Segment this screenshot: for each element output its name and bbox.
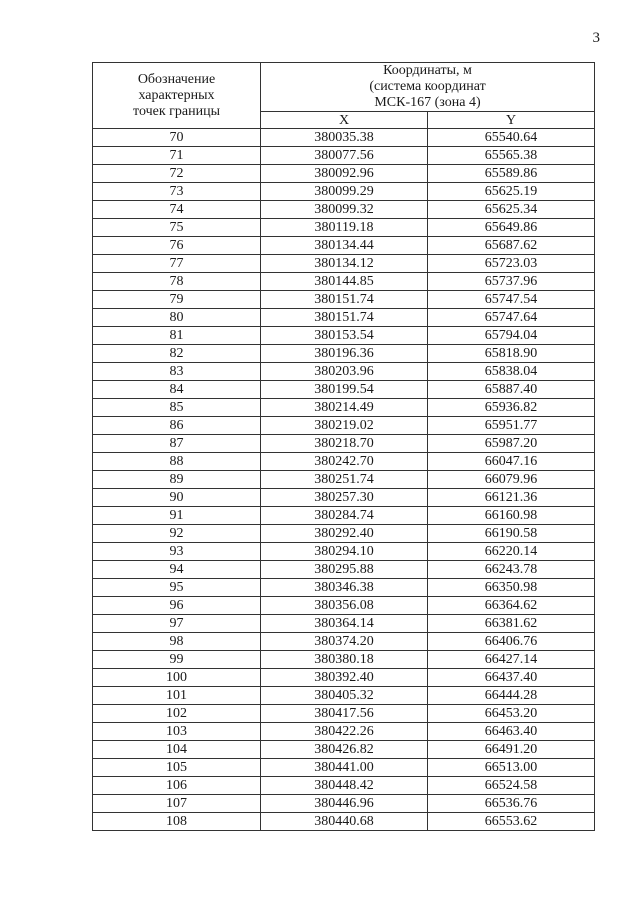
- x-coordinate-cell: 380099.32: [261, 201, 428, 219]
- table-row: [93, 687, 595, 705]
- x-coordinate-cell: 380214.49: [261, 399, 428, 417]
- table-row: [93, 741, 595, 759]
- y-coordinate-cell: 66513.00: [428, 759, 595, 777]
- point-number-cell: 93: [93, 543, 261, 561]
- y-coordinate-cell: 66121.36: [428, 489, 595, 507]
- point-number-cell: 84: [93, 381, 261, 399]
- x-coordinate-cell: 380092.96: [261, 165, 428, 183]
- point-number-cell: 85: [93, 399, 261, 417]
- x-coordinate-cell: 380035.38: [261, 129, 428, 147]
- table-row: [93, 615, 595, 633]
- table-row: [93, 543, 595, 561]
- point-number-cell: 102: [93, 705, 261, 723]
- y-coordinate-cell: 66491.20: [428, 741, 595, 759]
- y-coordinate-cell: 65794.04: [428, 327, 595, 345]
- point-number-cell: 79: [93, 291, 261, 309]
- point-number-cell: 90: [93, 489, 261, 507]
- y-coordinate-cell: 65649.86: [428, 219, 595, 237]
- x-coordinate-cell: 380292.40: [261, 525, 428, 543]
- point-number-cell: 73: [93, 183, 261, 201]
- x-coordinate-cell: 380196.36: [261, 345, 428, 363]
- y-coordinate-cell: 66536.76: [428, 795, 595, 813]
- y-coordinate-cell: 66160.98: [428, 507, 595, 525]
- y-coordinate-cell: 66406.76: [428, 633, 595, 651]
- page-number: 3: [592, 30, 600, 46]
- table-row: [93, 273, 595, 291]
- y-coordinate-cell: 65723.03: [428, 255, 595, 273]
- table-row: [93, 309, 595, 327]
- y-coordinate-cell: 66364.62: [428, 597, 595, 615]
- table-row: [93, 201, 595, 219]
- table-row: [93, 597, 595, 615]
- x-coordinate-cell: 380134.12: [261, 255, 428, 273]
- x-coordinate-cell: 380441.00: [261, 759, 428, 777]
- y-coordinate-cell: 66524.58: [428, 777, 595, 795]
- table-row: [93, 363, 595, 381]
- point-number-cell: 99: [93, 651, 261, 669]
- x-coordinate-cell: 380374.20: [261, 633, 428, 651]
- point-number-cell: 107: [93, 795, 261, 813]
- table-row: [93, 219, 595, 237]
- point-number-cell: 75: [93, 219, 261, 237]
- point-number-cell: 77: [93, 255, 261, 273]
- point-number-cell: 87: [93, 435, 261, 453]
- table-row: [93, 633, 595, 651]
- point-number-cell: 86: [93, 417, 261, 435]
- y-coordinate-cell: 66444.28: [428, 687, 595, 705]
- y-column-header: Y: [428, 112, 595, 129]
- table-header: [93, 63, 595, 129]
- y-coordinate-cell: 66553.62: [428, 813, 595, 831]
- table-row: [93, 777, 595, 795]
- table-row: [93, 669, 595, 687]
- x-coordinate-cell: 380417.56: [261, 705, 428, 723]
- table-row: [93, 471, 595, 489]
- table-row: [93, 255, 595, 273]
- table-row: [93, 345, 595, 363]
- table-row: [93, 507, 595, 525]
- point-number-cell: 71: [93, 147, 261, 165]
- point-number-cell: 76: [93, 237, 261, 255]
- point-number-cell: 82: [93, 345, 261, 363]
- y-coordinate-cell: 65936.82: [428, 399, 595, 417]
- table-body: [93, 129, 595, 831]
- table-row: [93, 795, 595, 813]
- y-coordinate-cell: 65565.38: [428, 147, 595, 165]
- x-coordinate-cell: 380151.74: [261, 291, 428, 309]
- point-number-cell: 100: [93, 669, 261, 687]
- x-coordinate-cell: 380151.74: [261, 309, 428, 327]
- x-coordinate-cell: 380119.18: [261, 219, 428, 237]
- table-row: [93, 705, 595, 723]
- table-row: [93, 237, 595, 255]
- x-coordinate-cell: 380134.44: [261, 237, 428, 255]
- x-coordinate-cell: 380380.18: [261, 651, 428, 669]
- y-coordinate-cell: 65887.40: [428, 381, 595, 399]
- coordinates-table: [92, 62, 595, 831]
- x-coordinate-cell: 380392.40: [261, 669, 428, 687]
- y-coordinate-cell: 65987.20: [428, 435, 595, 453]
- coordinates-column-header: [261, 63, 595, 112]
- table-row: [93, 147, 595, 165]
- y-coordinate-cell: 66453.20: [428, 705, 595, 723]
- y-coordinate-cell: 66427.14: [428, 651, 595, 669]
- y-coordinate-cell: 65625.19: [428, 183, 595, 201]
- x-coordinate-cell: 380099.29: [261, 183, 428, 201]
- x-coordinate-cell: 380426.82: [261, 741, 428, 759]
- points-column-header: [93, 63, 261, 129]
- point-number-cell: 98: [93, 633, 261, 651]
- x-coordinate-cell: 380294.10: [261, 543, 428, 561]
- x-column-header: X: [261, 112, 428, 129]
- table-row: [93, 759, 595, 777]
- coords-header-line: (система координат: [369, 79, 486, 94]
- x-coordinate-cell: 380219.02: [261, 417, 428, 435]
- x-coordinate-cell: 380218.70: [261, 435, 428, 453]
- table-row: [93, 813, 595, 831]
- point-number-cell: 72: [93, 165, 261, 183]
- point-number-cell: 101: [93, 687, 261, 705]
- x-coordinate-cell: 380346.38: [261, 579, 428, 597]
- point-number-cell: 88: [93, 453, 261, 471]
- point-number-cell: 106: [93, 777, 261, 795]
- y-coordinate-cell: 66243.78: [428, 561, 595, 579]
- x-coordinate-cell: 380440.68: [261, 813, 428, 831]
- table-row: [93, 723, 595, 741]
- point-number-cell: 74: [93, 201, 261, 219]
- table-row: [93, 525, 595, 543]
- point-number-cell: 95: [93, 579, 261, 597]
- y-coordinate-cell: 66381.62: [428, 615, 595, 633]
- points-header-line: характерных: [138, 87, 215, 103]
- x-coordinate-cell: 380295.88: [261, 561, 428, 579]
- table-row: [93, 561, 595, 579]
- y-coordinate-cell: 65540.64: [428, 129, 595, 147]
- x-coordinate-cell: 380153.54: [261, 327, 428, 345]
- table-row: [93, 381, 595, 399]
- y-coordinate-cell: 65625.34: [428, 201, 595, 219]
- x-coordinate-cell: 380446.96: [261, 795, 428, 813]
- table-row: [93, 651, 595, 669]
- y-coordinate-cell: 66079.96: [428, 471, 595, 489]
- x-coordinate-cell: 380422.26: [261, 723, 428, 741]
- x-coordinate-cell: 380203.96: [261, 363, 428, 381]
- table-row: [93, 453, 595, 471]
- point-number-cell: 91: [93, 507, 261, 525]
- table-row: [93, 183, 595, 201]
- y-coordinate-cell: 66350.98: [428, 579, 595, 597]
- y-coordinate-cell: 65737.96: [428, 273, 595, 291]
- x-coordinate-cell: 380251.74: [261, 471, 428, 489]
- table-row: [93, 435, 595, 453]
- coords-header-line: Координаты, м: [383, 63, 472, 78]
- y-coordinate-cell: 66463.40: [428, 723, 595, 741]
- x-coordinate-cell: 380356.08: [261, 597, 428, 615]
- y-coordinate-cell: 65951.77: [428, 417, 595, 435]
- y-coordinate-cell: 65747.64: [428, 309, 595, 327]
- point-number-cell: 78: [93, 273, 261, 291]
- table-row: [93, 165, 595, 183]
- point-number-cell: 104: [93, 741, 261, 759]
- table-row: [93, 417, 595, 435]
- point-number-cell: 80: [93, 309, 261, 327]
- points-header-line: Обозначение: [137, 71, 216, 87]
- x-coordinate-cell: 380242.70: [261, 453, 428, 471]
- point-number-cell: 83: [93, 363, 261, 381]
- y-coordinate-cell: 66047.16: [428, 453, 595, 471]
- x-coordinate-cell: 380257.30: [261, 489, 428, 507]
- point-number-cell: 96: [93, 597, 261, 615]
- y-coordinate-cell: 66220.14: [428, 543, 595, 561]
- x-coordinate-cell: 380364.14: [261, 615, 428, 633]
- x-coordinate-cell: 380405.32: [261, 687, 428, 705]
- x-coordinate-cell: 380199.54: [261, 381, 428, 399]
- point-number-cell: 81: [93, 327, 261, 345]
- y-coordinate-cell: 65687.62: [428, 237, 595, 255]
- point-number-cell: 103: [93, 723, 261, 741]
- point-number-cell: 94: [93, 561, 261, 579]
- y-coordinate-cell: 65838.04: [428, 363, 595, 381]
- point-number-cell: 89: [93, 471, 261, 489]
- y-coordinate-cell: 65589.86: [428, 165, 595, 183]
- coords-header-line: МСК-167 (зона 4): [374, 95, 481, 110]
- point-number-cell: 97: [93, 615, 261, 633]
- y-coordinate-cell: 66437.40: [428, 669, 595, 687]
- point-number-cell: 92: [93, 525, 261, 543]
- table-row: [93, 327, 595, 345]
- y-coordinate-cell: 66190.58: [428, 525, 595, 543]
- table-row: [93, 399, 595, 417]
- table-row: [93, 489, 595, 507]
- x-coordinate-cell: 380144.85: [261, 273, 428, 291]
- y-coordinate-cell: 65818.90: [428, 345, 595, 363]
- x-coordinate-cell: 380077.56: [261, 147, 428, 165]
- table-row: [93, 291, 595, 309]
- point-number-cell: 105: [93, 759, 261, 777]
- x-coordinate-cell: 380284.74: [261, 507, 428, 525]
- y-coordinate-cell: 65747.54: [428, 291, 595, 309]
- points-header-line: точек границы: [133, 103, 220, 119]
- point-number-cell: 108: [93, 813, 261, 831]
- x-coordinate-cell: 380448.42: [261, 777, 428, 795]
- point-number-cell: 70: [93, 129, 261, 147]
- table-row: [93, 579, 595, 597]
- table-row: [93, 129, 595, 147]
